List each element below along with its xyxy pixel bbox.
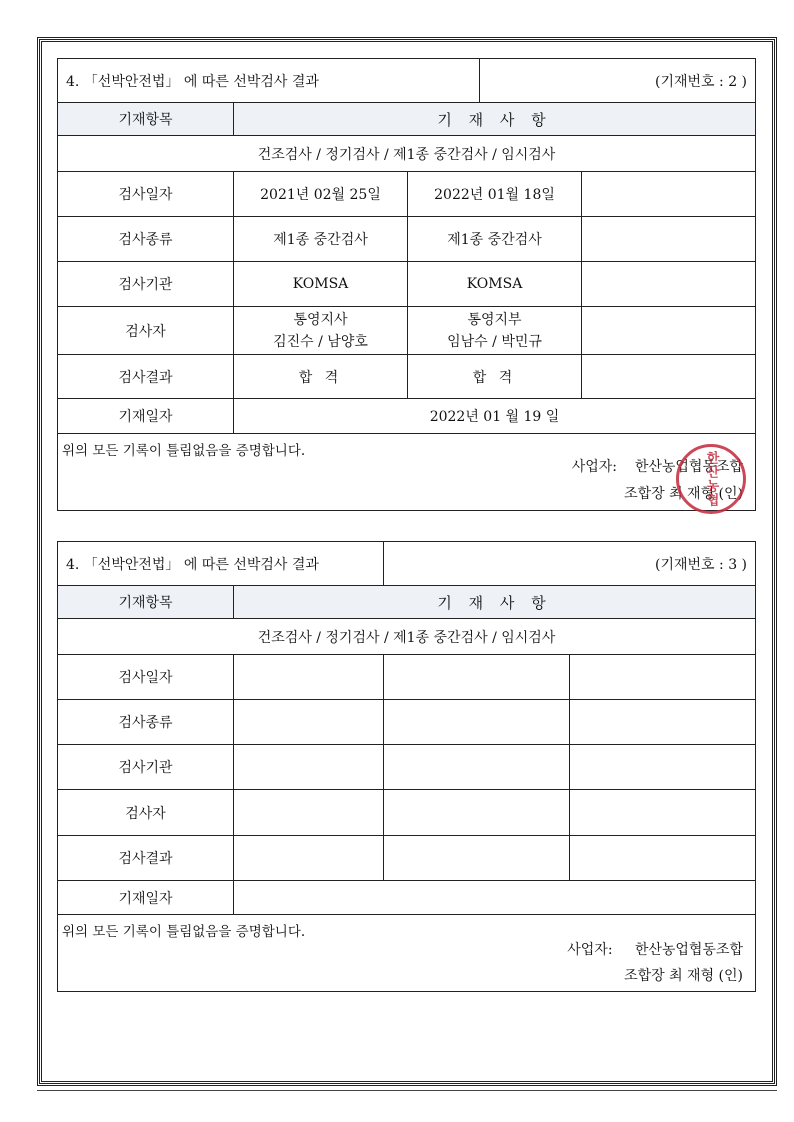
inspection-types: 건조검사 / 정기검사 / 제1종 중간검사 / 임시검사 (58, 619, 756, 655)
inspection-result-cell: 합 격 (408, 355, 582, 399)
empty-cell (570, 655, 756, 700)
inspector-cell (234, 307, 408, 355)
row-label-date: 검사일자 (58, 655, 234, 700)
company-name: 한산농업협동조합 (634, 942, 744, 958)
empty-cell (384, 790, 570, 836)
empty-cell (384, 745, 570, 790)
signature-company-line (567, 939, 743, 959)
empty-cell (582, 262, 756, 307)
inspection-date-cell: 2022년 01월 18일 (408, 172, 582, 217)
inspection-table-2 (57, 541, 756, 992)
inspector-names: 김진수 / 남양호 (273, 333, 368, 350)
certification-block (58, 915, 756, 992)
row-label-inspector: 검사자 (58, 307, 234, 355)
empty-cell (234, 836, 384, 881)
column-header-content: 기 재 사 항 (234, 586, 756, 619)
seal-text: 한산농협 (703, 451, 719, 507)
empty-cell (384, 655, 570, 700)
row-label-kind: 검사종류 (58, 700, 234, 745)
empty-cell (582, 355, 756, 399)
empty-cell (234, 655, 384, 700)
certification-statement: 위의 모든 기록이 틀림없음을 증명합니다. (62, 443, 306, 459)
inspection-section-1 (57, 58, 755, 511)
chief-signature: 조합장 최 재형 (인) (624, 968, 744, 984)
inspector-branch: 통영지부 (467, 311, 522, 328)
section-title: 4. 「선박안전법」 에 따른 선박검사 결과 (58, 59, 480, 103)
official-seal-stamp (676, 444, 746, 514)
row-label-inspector: 검사자 (58, 790, 234, 836)
row-label-date: 검사일자 (58, 172, 234, 217)
inspection-date-cell: 2021년 02월 25일 (234, 172, 408, 217)
inspection-kind-cell: 제1종 중간검사 (234, 217, 408, 262)
section-title: 4. 「선박안전법」 에 따른 선박검사 결과 (58, 542, 384, 586)
certification-statement: 위의 모든 기록이 틀림없음을 증명합니다. (62, 924, 306, 940)
inspector-branch: 통영지사 (293, 311, 348, 328)
record-number: (기재번호 : 2 ) (480, 59, 756, 103)
row-label-result: 검사결과 (58, 836, 234, 881)
empty-cell (570, 790, 756, 836)
empty-cell (582, 172, 756, 217)
record-date-value (234, 881, 756, 915)
column-header-item: 기재항목 (58, 103, 234, 136)
column-header-item: 기재항목 (58, 586, 234, 619)
inspection-org-cell: KOMSA (234, 262, 408, 307)
inspection-kind-cell: 제1종 중간검사 (408, 217, 582, 262)
row-label-org: 검사기관 (58, 262, 234, 307)
page-bottom-rule (37, 1090, 777, 1091)
empty-cell (234, 745, 384, 790)
record-date-value: 2022년 01 월 19 일 (234, 399, 756, 434)
empty-cell (570, 700, 756, 745)
inspection-types: 건조검사 / 정기검사 / 제1종 중간검사 / 임시검사 (58, 136, 756, 172)
company-label: 사업자: (567, 942, 613, 958)
inspector-names: 임남수 / 박민규 (447, 333, 542, 350)
empty-cell (384, 700, 570, 745)
empty-cell (570, 745, 756, 790)
row-label-record-date: 기재일자 (58, 881, 234, 915)
inspection-table-1 (57, 58, 756, 511)
row-label-org: 검사기관 (58, 745, 234, 790)
row-label-result: 검사결과 (58, 355, 234, 399)
empty-cell (582, 217, 756, 262)
column-header-content: 기 재 사 항 (234, 103, 756, 136)
company-label: 사업자: (571, 459, 617, 475)
inspection-result-cell: 합 격 (234, 355, 408, 399)
chief-signature: 조합장 최 재형 (인) (624, 486, 744, 502)
inspector-cell (408, 307, 582, 355)
record-number: (기재번호 : 3 ) (384, 542, 756, 586)
empty-cell (234, 790, 384, 836)
inspection-section-2 (57, 541, 755, 992)
row-label-record-date: 기재일자 (58, 399, 234, 434)
certification-block (58, 434, 756, 511)
inspection-org-cell: KOMSA (408, 262, 582, 307)
empty-cell (570, 836, 756, 881)
empty-cell (582, 307, 756, 355)
empty-cell (384, 836, 570, 881)
company-name: 한산농업협동조합 (634, 459, 744, 475)
row-label-kind: 검사종류 (58, 217, 234, 262)
empty-cell (234, 700, 384, 745)
